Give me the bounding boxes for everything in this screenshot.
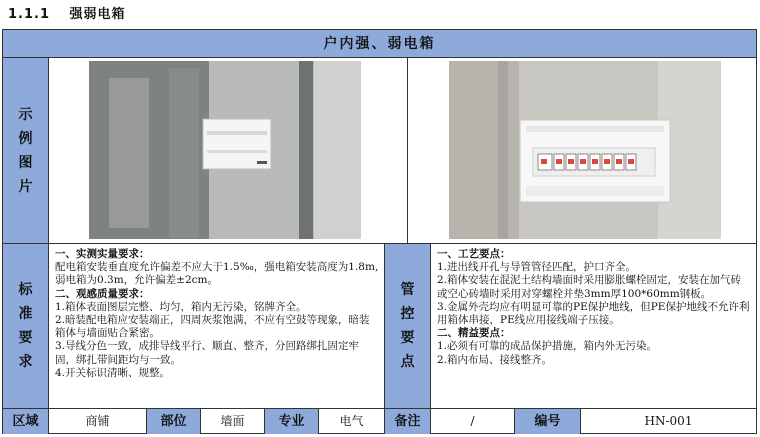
control-label-char: 点: [400, 354, 415, 370]
note-value: /: [431, 409, 515, 434]
example-label-char: 片: [18, 178, 33, 195]
example-photo-left-cell: [49, 58, 408, 244]
standard-item: 3.导线分色一致，成排导线平行、顺直、整齐，分回路绑扎固定牢固，绑扎带间距均与一致。: [55, 340, 360, 366]
example-photo-right-cell: [408, 58, 756, 244]
footer-row: [3, 408, 756, 433]
standard-label-char: 求: [18, 354, 33, 370]
control-heading-process: 一、工艺要点：: [437, 248, 511, 260]
standard-label-char: 准: [18, 306, 33, 322]
area-label: 区域: [3, 409, 49, 434]
standard-item: 1.箱体表面图层完整、均匀，箱内无污染，铭牌齐全。: [55, 300, 307, 313]
code-label: 编号: [515, 409, 581, 434]
example-label-char: 例: [18, 130, 33, 147]
standard-label-char: 标: [18, 282, 33, 298]
section-heading: [8, 4, 126, 26]
distribution-box-photo-right: [408, 58, 756, 243]
control-item: 2.箱体安装在混泥土结构墙面时采用膨胀螺栓固定，安装在加气砖或空心砖墙时采用对穿螺栓并垫3mm厚100*60mm钢板。: [437, 274, 742, 300]
control-label-char: 管: [400, 282, 415, 298]
standard-item: 4.开关标识清晰、规整。: [55, 366, 171, 379]
area-value: 商铺: [49, 409, 147, 434]
control-points: [431, 244, 756, 408]
note-label: 备注: [385, 409, 431, 434]
control-label-char: 控: [400, 306, 415, 322]
table-title: 户内强、弱电箱: [3, 30, 756, 58]
part-label: 部位: [147, 409, 201, 434]
control-item: 1.必须有可靠的成品保护措施，箱内外无污染。: [437, 340, 658, 353]
standard-heading-appearance: 二、观感质量要求：: [55, 287, 150, 300]
standard-label-char: 要: [18, 330, 33, 346]
control-label: [385, 244, 431, 408]
major-value: 电气: [319, 409, 385, 434]
standard-requirements: [49, 244, 385, 408]
control-heading-lean: 二、精益要点：: [437, 327, 511, 340]
spec-table: [2, 29, 757, 434]
code-value: HN-001: [644, 414, 693, 428]
part-value: 墙面: [201, 409, 265, 434]
standard-heading-measure: 一、实测实量要求：: [55, 248, 150, 260]
major-label: 专业: [265, 409, 319, 434]
example-label: [3, 58, 49, 244]
standard-measure-text: 配电箱安装垂直度允许偏差不应大于1.5‰，强电箱安装高度为1.8m,弱电箱为0.3m，允许偏差±2cm。: [55, 261, 379, 287]
section-number: 1.1.1: [8, 7, 51, 22]
section-title: 强弱电箱: [69, 7, 126, 22]
standard-item: 2.暗装配电箱应安装端正，四周灰浆饱满，不应有空鼓等现象，暗装箱体与墙面贴合紧密。: [55, 314, 370, 340]
standard-label: [3, 244, 49, 408]
control-label-char: 要: [400, 330, 415, 346]
distribution-box-photo-left: [49, 58, 408, 243]
control-item: 3.金属外壳均应有明显可靠的PE保护地线，但PE保护地线不允许利用箱体串接，PE线应用接线端子压接。: [437, 300, 750, 327]
control-item: 1.进出线开孔与导管管径匹配，护口齐全。: [437, 261, 637, 274]
example-label-char: 示: [18, 106, 33, 123]
example-label-char: 图: [18, 154, 33, 171]
control-item: 2.箱内布局、接线整齐。: [437, 353, 553, 366]
